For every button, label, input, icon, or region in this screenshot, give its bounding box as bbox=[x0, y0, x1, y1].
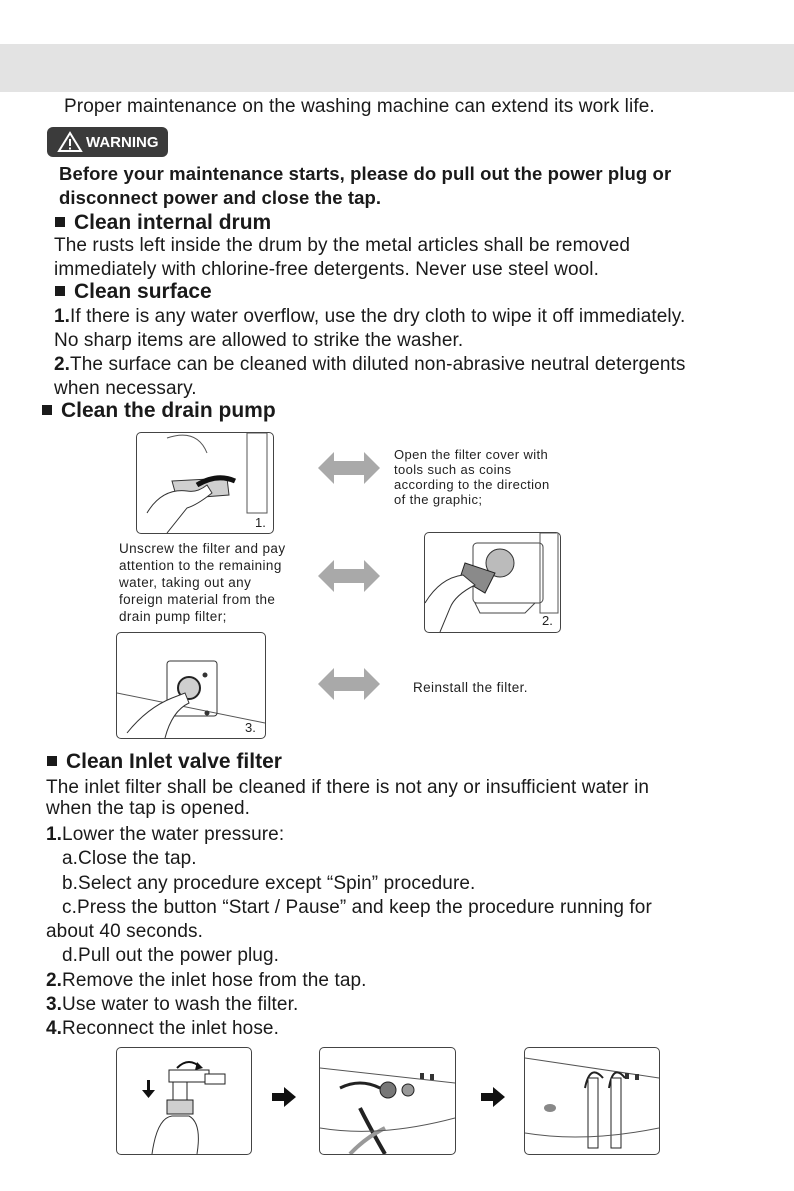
heading-clean-drum: Clean internal drum bbox=[55, 210, 271, 236]
heading-clean-surface: Clean surface bbox=[55, 279, 212, 305]
warning-label: WARNING bbox=[86, 133, 159, 151]
inlet-step-2: 2.Remove the inlet hose from the tap. bbox=[46, 970, 367, 991]
drain-step-2-figure bbox=[424, 532, 561, 633]
surface-item-1-cont: No sharp items are allowed to strike the washer. bbox=[54, 330, 464, 351]
drum-line-1: The rusts left inside the drum by the metal articles shall be removed bbox=[54, 235, 631, 256]
unscrew-filter-illustration bbox=[425, 533, 560, 632]
open-filter-cover-illustration bbox=[137, 433, 273, 533]
bullet-square bbox=[47, 756, 57, 766]
inlet-line-2: when the tap is opened. bbox=[46, 798, 251, 819]
heading-inlet-filter: Clean Inlet valve filter bbox=[47, 749, 282, 775]
inlet-figure-reconnect bbox=[524, 1047, 660, 1155]
step-2-caption: Unscrew the filter and pay attention to the remaining water, taking out any foreign material from the drain pump filter; bbox=[119, 541, 286, 624]
double-arrow-icon bbox=[318, 558, 380, 594]
step-1-number: 1. bbox=[255, 515, 266, 530]
surface-item-2-cont: when necessary. bbox=[54, 378, 197, 399]
reinstall-filter-illustration bbox=[117, 633, 265, 738]
inlet-step-4: 4.Reconnect the inlet hose. bbox=[46, 1018, 279, 1039]
step-1-caption: Open the filter cover with tools such as coins according to the direction of the graphic; bbox=[394, 447, 550, 507]
inlet-step-3: 3.Use water to wash the filter. bbox=[46, 994, 299, 1015]
intro-text: Proper maintenance on the washing machine can extend its work life. bbox=[64, 96, 655, 117]
drain-step-1-figure bbox=[136, 432, 274, 534]
surface-item-1: 1.If there is any water overflow, use the dry cloth to wipe it off immediately. bbox=[54, 306, 686, 327]
drain-step-3-figure bbox=[116, 632, 266, 739]
inlet-figure-wash bbox=[319, 1047, 456, 1155]
warning-triangle-icon bbox=[57, 131, 83, 153]
step-3-caption: Reinstall the filter. bbox=[413, 680, 528, 695]
warning-line-2: disconnect power and close the tap. bbox=[59, 187, 382, 208]
drum-line-2: immediately with chlorine-free detergents. Never use steel wool. bbox=[54, 259, 599, 280]
step-2-number: 2. bbox=[542, 613, 553, 628]
inlet-step-1d: d.Pull out the power plug. bbox=[62, 945, 280, 966]
header-bar bbox=[0, 44, 794, 92]
inlet-step-1c-cont: about 40 seconds. bbox=[46, 921, 203, 942]
bullet-square bbox=[55, 217, 65, 227]
inlet-step-1c: c.Press the button “Start / Pause” and keep the procedure running for bbox=[62, 897, 652, 918]
wash-filter-illustration bbox=[320, 1048, 455, 1154]
bullet-square bbox=[55, 286, 65, 296]
surface-item-2: 2.The surface can be cleaned with diluted non-abrasive neutral detergents bbox=[54, 354, 686, 375]
double-arrow-icon bbox=[318, 666, 380, 702]
inlet-line-1: The inlet filter shall be cleaned if there is not any or insufficient water in bbox=[46, 777, 650, 798]
inlet-step-1a: a.Close the tap. bbox=[62, 848, 197, 869]
warning-badge bbox=[47, 127, 168, 157]
bullet-square bbox=[42, 405, 52, 415]
double-arrow-icon bbox=[318, 450, 380, 486]
warning-line-1: Before your maintenance starts, please do pull out the power plug or bbox=[59, 163, 672, 184]
inlet-figure-tap bbox=[116, 1047, 252, 1155]
inlet-step-1: 1.Lower the water pressure: bbox=[46, 824, 285, 845]
heading-drain-pump: Clean the drain pump bbox=[42, 398, 276, 424]
right-arrow-icon bbox=[272, 1087, 296, 1107]
reconnect-hose-illustration bbox=[525, 1048, 659, 1154]
step-3-number: 3. bbox=[245, 720, 256, 735]
tap-hose-illustration bbox=[117, 1048, 251, 1154]
right-arrow-icon bbox=[481, 1087, 505, 1107]
inlet-step-1b: b.Select any procedure except “Spin” procedure. bbox=[62, 873, 476, 894]
